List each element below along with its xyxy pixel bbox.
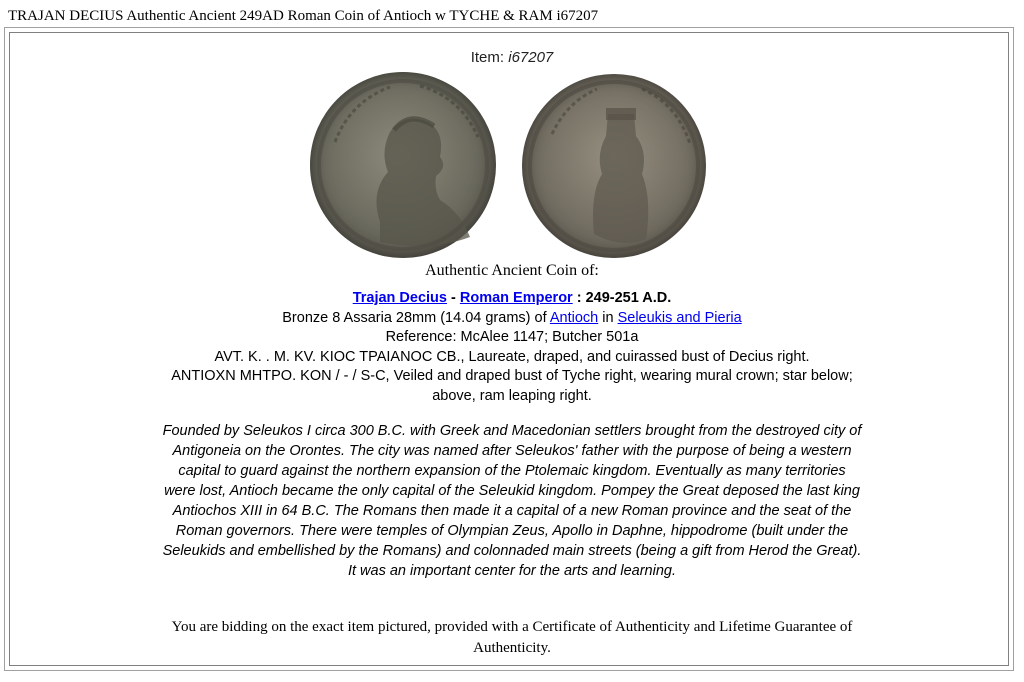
emperor-bust-icon: [310, 72, 496, 258]
history-description: Founded by Seleukos I circa 300 B.C. with Greek and Macedonian settlers brought from the destroyed city of Antigoneia on the Orontes. The city was named after Seleukos' father with the purpose of being a western capital to guard against the northern expansion of the Ptolemaic kingdom. Eventually as many territories were lost, Antioch became the only capital of the Seleukid kingdom. Pompey the Great deposed the last king Antiochos XIII in 64 B.C. The Romans then made it a capital of a new Roman province and the seat of the Roman governors. There were temples of Olympian Zeus, Apollo in Daphne, hippodrome (built under the Seleukids and embellished by the Romans) and colonnaded main streets (being a gift from Herod the Great). It was an important center for the arts and learning.: [162, 423, 862, 579]
page-title: TRAJAN DECIUS Authentic Ancient 249AD Roman Coin of Antioch w TYCHE & RAM i67207: [8, 8, 599, 24]
obverse-description: AVT. K. . M. KV. KIOC TPAIANOC CB., Laureate, draped, and cuirassed bust of Decius right.: [214, 348, 810, 365]
denomination-line: [0, 309, 1024, 329]
tyche-bust-icon: [522, 74, 706, 258]
mint-link[interactable]: Antioch: [549, 309, 599, 326]
item-id: i67207: [508, 49, 554, 66]
coin-reverse-image: [522, 74, 706, 258]
ruler-separator: -: [451, 290, 456, 306]
region-link[interactable]: Seleukis and Pieria: [617, 309, 742, 326]
ruler-line: [0, 289, 1024, 309]
in-text: in: [602, 309, 614, 326]
coin-heading: Authentic Ancient Coin of:: [425, 262, 599, 279]
item-label: Item:: [470, 49, 505, 66]
reverse-description: ANTIOXN MHTPO. KON / - / S-C, Veiled and draped bust of Tyche right, wearing mural crown; star below; above, ram leaping right.: [171, 368, 853, 404]
denomination-text: Bronze 8 Assaria 28mm (14.04 grams) of: [282, 309, 547, 326]
reference-line: Reference: McAlee 1147; Butcher 501a: [385, 329, 639, 345]
bidding-note: You are bidding on the exact item pictured, provided with a Certificate of Authenticity and Lifetime Guarantee of Authenticity.: [171, 619, 853, 656]
coin-images: [308, 72, 718, 258]
ruler-link[interactable]: Trajan Decius: [352, 290, 447, 306]
coin-info: [0, 289, 1024, 406]
reign-dates: : 249-251 A.D.: [576, 290, 672, 306]
title-link[interactable]: Roman Emperor: [459, 290, 573, 306]
item-id-line: [0, 49, 1024, 66]
coin-obverse-image: [310, 72, 496, 258]
